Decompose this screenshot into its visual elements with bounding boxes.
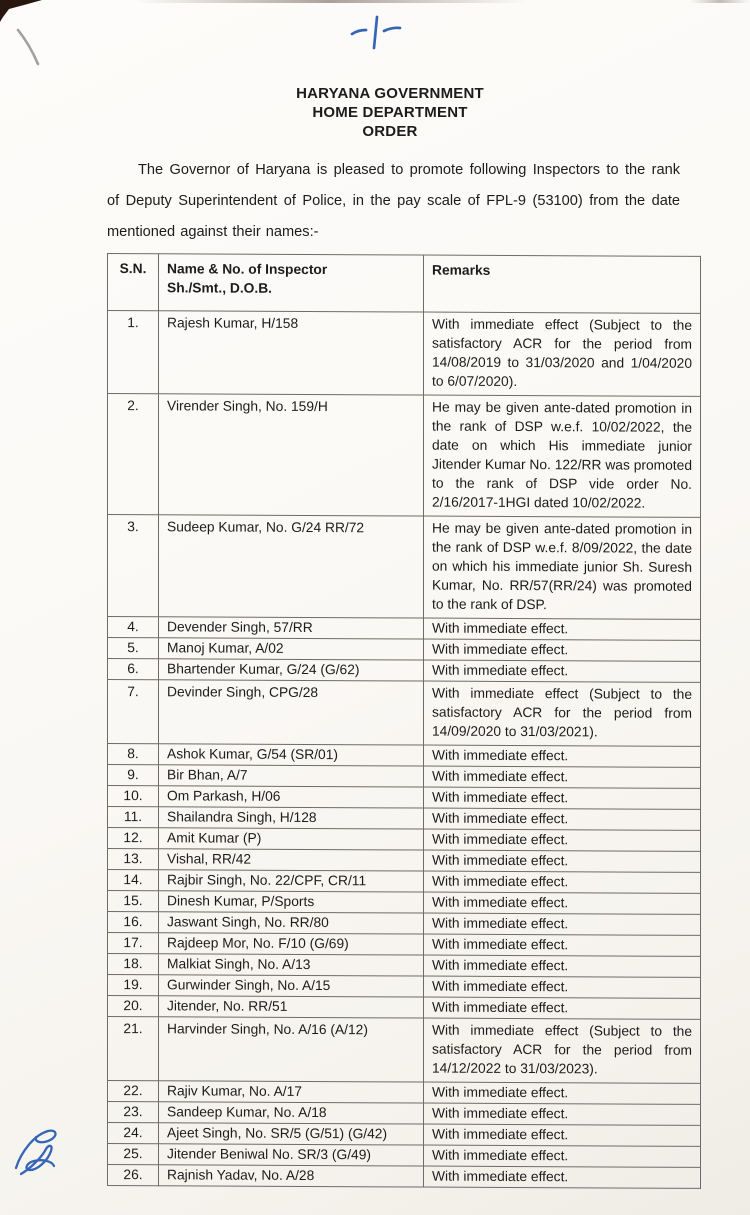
table-row bbox=[108, 659, 701, 683]
row-remarks: With immediate effect. bbox=[424, 1145, 701, 1167]
row-inspector-name: Rajnish Yadav, No. A/28 bbox=[159, 1165, 424, 1187]
row-remarks: With immediate effect. bbox=[424, 1124, 701, 1146]
table-row bbox=[108, 1017, 701, 1084]
row-remarks: With immediate effect. bbox=[424, 997, 701, 1019]
row-remarks: With immediate effect. bbox=[424, 871, 701, 893]
row-remarks: He may be given ante-dated promotion in the rank of DSP w.e.f. 8/09/2022, the date on which his immediate junior Sh. Suresh Kumar, No. RR/57(RR/24) was promoted to the rank of DSP. bbox=[424, 516, 701, 619]
row-remarks: With immediate effect. bbox=[424, 766, 701, 788]
row-inspector-name: Vishal, RR/42 bbox=[159, 849, 424, 871]
table-row bbox=[108, 680, 701, 747]
column-header-name-line1: Name & No. of Inspector bbox=[167, 261, 328, 278]
table-row bbox=[108, 765, 701, 789]
row-serial-number: 18. bbox=[108, 954, 159, 975]
row-inspector-name: Jaswant Singh, No. RR/80 bbox=[159, 912, 424, 934]
table-row bbox=[108, 1123, 701, 1147]
table-row bbox=[108, 870, 701, 894]
promotion-table bbox=[107, 253, 701, 1189]
table-row bbox=[108, 849, 701, 873]
row-inspector-name: Jitender, No. RR/51 bbox=[159, 996, 424, 1018]
row-remarks: With immediate effect. bbox=[424, 787, 701, 809]
scan-edge-smudge bbox=[690, 0, 750, 3]
row-inspector-name: Jitender Beniwal No. SR/3 (G/49) bbox=[159, 1144, 424, 1166]
table-row bbox=[108, 617, 701, 641]
column-header-name bbox=[159, 254, 424, 312]
row-inspector-name: Ashok Kumar, G/54 (SR/01) bbox=[159, 744, 424, 766]
row-inspector-name: Sandeep Kumar, No. A/18 bbox=[159, 1102, 424, 1124]
title-order: ORDER bbox=[362, 123, 418, 140]
row-serial-number: 11. bbox=[108, 807, 159, 828]
handwritten-page-number bbox=[348, 14, 406, 52]
row-serial-number: 23. bbox=[108, 1102, 159, 1123]
row-remarks: With immediate effect. bbox=[424, 955, 701, 977]
table-row bbox=[108, 807, 701, 831]
table-row bbox=[108, 744, 701, 768]
table-row bbox=[108, 933, 701, 957]
row-remarks: With immediate effect. bbox=[424, 1103, 701, 1125]
row-inspector-name: Devender Singh, 57/RR bbox=[159, 617, 424, 639]
row-remarks: With immediate effect (Subject to the satisfactory ACR for the period from 14/12/2022 to 31/03/2023). bbox=[424, 1018, 701, 1083]
table-row bbox=[108, 891, 701, 915]
table-row bbox=[108, 311, 701, 397]
row-inspector-name: Bir Bhan, A/7 bbox=[159, 765, 424, 787]
row-inspector-name: Bhartender Kumar, G/24 (G/62) bbox=[159, 659, 424, 681]
row-inspector-name: Om Parkash, H/06 bbox=[159, 786, 424, 808]
row-serial-number: 4. bbox=[108, 617, 159, 638]
row-remarks: With immediate effect. bbox=[424, 913, 701, 935]
table-body bbox=[108, 311, 701, 1189]
table-row bbox=[108, 828, 701, 852]
row-serial-number: 25. bbox=[108, 1144, 159, 1165]
pencil-mark bbox=[12, 26, 46, 68]
table-header-row bbox=[108, 254, 701, 314]
table-row bbox=[108, 638, 701, 662]
row-serial-number: 26. bbox=[108, 1165, 159, 1186]
scan-edge-smudge bbox=[135, 0, 525, 3]
row-inspector-name: Ajeet Singh, No. SR/5 (G/51) (G/42) bbox=[159, 1123, 424, 1145]
row-serial-number: 14. bbox=[108, 870, 159, 891]
row-remarks: With immediate effect. bbox=[424, 618, 701, 640]
row-serial-number: 16. bbox=[108, 912, 159, 933]
table-row bbox=[108, 1165, 701, 1189]
row-serial-number: 6. bbox=[108, 659, 159, 680]
row-remarks: With immediate effect. bbox=[424, 934, 701, 956]
table-row bbox=[108, 515, 701, 620]
row-inspector-name: Rajesh Kumar, H/158 bbox=[159, 311, 424, 395]
row-remarks: With immediate effect. bbox=[424, 745, 701, 767]
row-remarks: With immediate effect. bbox=[424, 639, 701, 661]
document-header bbox=[0, 84, 750, 141]
row-remarks: With immediate effect. bbox=[424, 1166, 701, 1188]
row-serial-number: 12. bbox=[108, 828, 159, 849]
row-serial-number: 2. bbox=[108, 394, 159, 515]
title-department: HOME DEPARTMENT bbox=[312, 104, 468, 121]
table-row bbox=[108, 1102, 701, 1126]
row-remarks: With immediate effect. bbox=[424, 829, 701, 851]
row-serial-number: 21. bbox=[108, 1017, 159, 1081]
row-serial-number: 22. bbox=[108, 1081, 159, 1102]
table-row bbox=[108, 1081, 701, 1105]
row-inspector-name: Rajbir Singh, No. 22/CPF, CR/11 bbox=[159, 870, 424, 892]
title-government: HARYANA GOVERNMENT bbox=[296, 85, 484, 102]
column-header-name-line2: Sh./Smt., D.O.B. bbox=[167, 280, 273, 296]
scan-corner-artifact bbox=[0, 0, 48, 26]
row-inspector-name: Sudeep Kumar, No. G/24 RR/72 bbox=[159, 515, 424, 618]
table-row bbox=[108, 786, 701, 810]
row-remarks: He may be given ante-dated promotion in the rank of DSP w.e.f. 10/02/2022, the date on which His immediate junior Jitender Kumar No. 122/RR was promoted to the rank of DSP vide order No. 2/16/2017-1HGI dated 10/02/2022. bbox=[424, 395, 701, 517]
row-serial-number: 19. bbox=[108, 975, 159, 996]
table-row bbox=[108, 954, 701, 978]
row-inspector-name: Amit Kumar (P) bbox=[159, 828, 424, 850]
row-inspector-name: Devinder Singh, CPG/28 bbox=[159, 680, 424, 745]
row-serial-number: 8. bbox=[108, 744, 159, 765]
row-serial-number: 3. bbox=[108, 515, 159, 617]
row-serial-number: 20. bbox=[108, 996, 159, 1017]
row-serial-number: 5. bbox=[108, 638, 159, 659]
row-remarks: With immediate effect. bbox=[424, 1082, 701, 1104]
table-row bbox=[108, 996, 701, 1020]
table-row bbox=[108, 1144, 701, 1168]
table-row bbox=[108, 394, 701, 518]
table-row bbox=[108, 975, 701, 999]
table-row bbox=[108, 912, 701, 936]
row-serial-number: 9. bbox=[108, 765, 159, 786]
row-inspector-name: Harvinder Singh, No. A/16 (A/12) bbox=[159, 1017, 424, 1082]
row-remarks: With immediate effect. bbox=[424, 660, 701, 682]
row-serial-number: 13. bbox=[108, 849, 159, 870]
row-serial-number: 24. bbox=[108, 1123, 159, 1144]
row-inspector-name: Dinesh Kumar, P/Sports bbox=[159, 891, 424, 913]
row-inspector-name: Malkiat Singh, No. A/13 bbox=[159, 954, 424, 976]
row-inspector-name: Gurwinder Singh, No. A/15 bbox=[159, 975, 424, 997]
column-header-remarks: Remarks bbox=[424, 255, 701, 313]
row-serial-number: 10. bbox=[108, 786, 159, 807]
row-serial-number: 7. bbox=[108, 680, 159, 744]
row-remarks: With immediate effect. bbox=[424, 892, 701, 914]
row-serial-number: 15. bbox=[108, 891, 159, 912]
row-serial-number: 1. bbox=[108, 311, 159, 394]
intro-paragraph: The Governor of Haryana is pleased to promote following Inspectors to the rank of Deputy Superintendent of Police, in the pay scale of FPL-9 (53100) from the date mentioned against their names:- bbox=[107, 162, 680, 240]
row-remarks: With immediate effect. bbox=[424, 850, 701, 872]
row-inspector-name: Shailandra Singh, H/128 bbox=[159, 807, 424, 829]
column-header-sn: S.N. bbox=[108, 254, 159, 311]
row-remarks: With immediate effect (Subject to the satisfactory ACR for the period from 14/08/2019 to 31/03/2020 and 1/04/2020 to 6/07/2020). bbox=[424, 312, 701, 396]
row-inspector-name: Virender Singh, No. 159/H bbox=[159, 394, 424, 516]
row-serial-number: 17. bbox=[108, 933, 159, 954]
row-inspector-name: Manoj Kumar, A/02 bbox=[159, 638, 424, 660]
row-remarks: With immediate effect (Subject to the satisfactory ACR for the period from 14/09/2020 to 31/03/2021). bbox=[424, 681, 701, 746]
row-inspector-name: Rajdeep Mor, No. F/10 (G/69) bbox=[159, 933, 424, 955]
row-remarks: With immediate effect. bbox=[424, 808, 701, 830]
row-inspector-name: Rajiv Kumar, No. A/17 bbox=[159, 1081, 424, 1103]
signature-initials-mark bbox=[6, 1122, 72, 1184]
row-remarks: With immediate effect. bbox=[424, 976, 701, 998]
